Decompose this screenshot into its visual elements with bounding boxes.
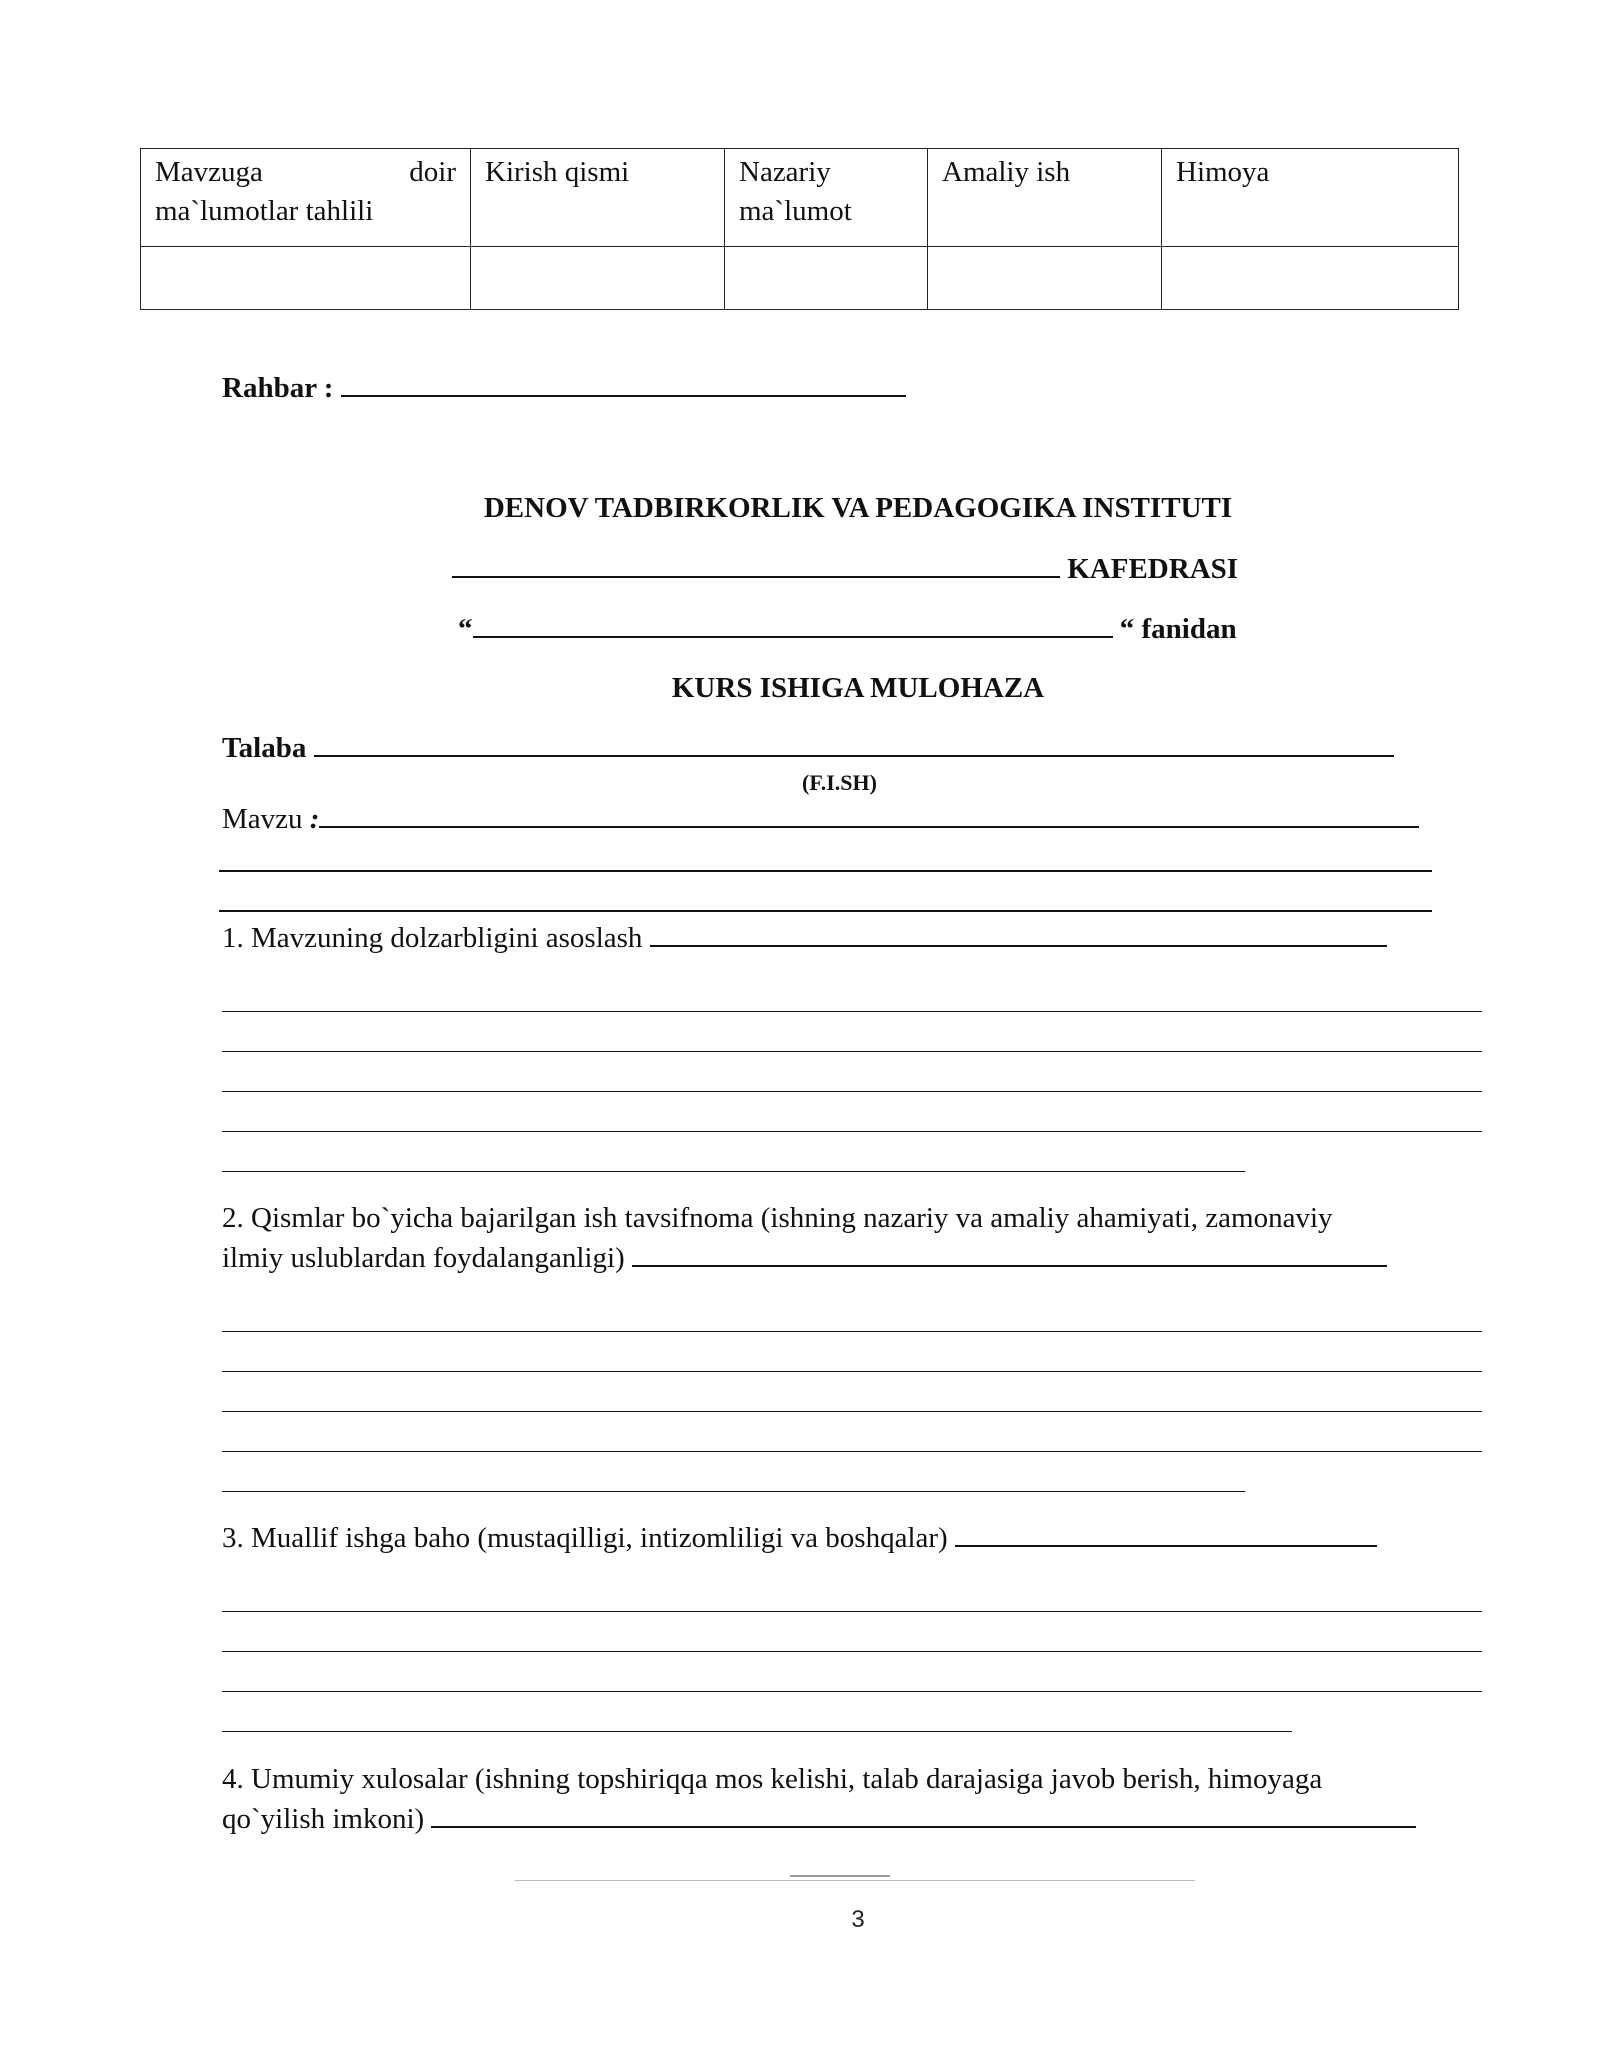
section-2-heading-line1: 2. Qismlar bo`yicha bajarilgan ish tavsifnoma (ishning nazariy va amaliy ahamiyati, zamonaviy — [222, 1202, 1333, 1234]
section-1-field[interactable] — [650, 923, 1387, 947]
mavzu-continuation-line[interactable] — [219, 870, 1432, 872]
mavzu-colon: : — [309, 803, 320, 835]
fan-open-quote: “ — [458, 613, 473, 645]
cell-text: ma`lumot — [739, 195, 852, 227]
cell-text: doir — [409, 156, 456, 188]
section-2-label: ilmiy uslublardan foydalanganligi) — [222, 1242, 625, 1274]
kafedra-label: KAFEDRASI — [1067, 553, 1239, 585]
grade-table — [140, 148, 1459, 310]
mavzu-continuation-line[interactable] — [219, 910, 1432, 912]
section-3-heading — [222, 1522, 1377, 1555]
answer-line[interactable] — [222, 1091, 1482, 1092]
rahbar-signature-field[interactable] — [341, 373, 906, 397]
section-4-label: qo`yilish imkoni) — [222, 1803, 425, 1835]
cell-text: Kirish qismi — [485, 156, 630, 188]
answer-line[interactable] — [222, 1651, 1482, 1652]
table-row — [141, 247, 1459, 310]
kafedra-field[interactable] — [452, 552, 1060, 578]
rahbar-label: Rahbar : — [222, 372, 334, 404]
table-header-cell — [928, 149, 1162, 247]
cell-text: Amaliy ish — [942, 156, 1071, 188]
answer-line[interactable] — [222, 1411, 1482, 1412]
section-3-field[interactable] — [955, 1523, 1377, 1547]
answer-line[interactable] — [222, 1451, 1482, 1452]
cell-text: Mavzuga — [155, 156, 263, 188]
grade-input-cell[interactable] — [1162, 247, 1459, 310]
fish-caption: (F.I.SH) — [802, 770, 877, 795]
fan-line — [458, 612, 1237, 646]
answer-line[interactable] — [222, 1731, 1292, 1732]
table-header-cell — [471, 149, 725, 247]
section-2-field[interactable] — [632, 1243, 1387, 1267]
answer-line[interactable] — [222, 1051, 1482, 1052]
section-4-heading-line1: 4. Umumiy xulosalar (ishning topshiriqqa mos kelishi, talab darajasiga javob berish, himoyaga — [222, 1763, 1323, 1795]
talaba-line — [222, 732, 1394, 765]
answer-line[interactable] — [222, 1491, 1245, 1492]
answer-line[interactable] — [222, 1171, 1245, 1172]
section-4-heading-line2 — [222, 1803, 1416, 1836]
section-4-field[interactable] — [431, 1804, 1416, 1828]
page-number: 3 — [851, 1906, 865, 1933]
answer-line[interactable] — [222, 1331, 1482, 1332]
cell-text: Himoya — [1176, 156, 1270, 188]
kafedra-line — [452, 552, 1238, 586]
table-header-cell — [141, 149, 471, 247]
institute-title: DENOV TADBIRKORLIK VA PEDAGOGIKA INSTITUTI — [483, 492, 1233, 524]
grade-input-cell[interactable] — [928, 247, 1162, 310]
table-header-cell — [725, 149, 928, 247]
cell-text: Nazariy — [739, 156, 831, 188]
mavzu-line — [222, 803, 1419, 836]
answer-line[interactable] — [222, 1131, 1482, 1132]
section-2-heading-line2 — [222, 1242, 1387, 1275]
talaba-label: Talaba — [222, 732, 307, 764]
answer-line[interactable] — [222, 1611, 1482, 1612]
grade-input-cell[interactable] — [725, 247, 928, 310]
fan-label: “ fanidan — [1119, 613, 1237, 645]
section-3-label: 3. Muallif ishga baho (mustaqilligi, intizomliligi va boshqalar) — [222, 1522, 948, 1554]
table-header-cell — [1162, 149, 1459, 247]
grade-input-cell[interactable] — [141, 247, 471, 310]
mavzu-field[interactable] — [319, 804, 1419, 828]
section-1-heading — [222, 922, 1387, 955]
footer-separator-mark — [790, 1875, 890, 1877]
mavzu-label: Mavzu — [222, 803, 303, 835]
answer-line[interactable] — [222, 1691, 1482, 1692]
table-header-row — [141, 149, 1459, 247]
form-title: KURS ISHIGA MULOHAZA — [671, 672, 1045, 704]
answer-line[interactable] — [222, 1011, 1482, 1012]
talaba-name-field[interactable] — [314, 733, 1394, 757]
rahbar-line — [222, 372, 906, 405]
section-1-label: 1. Mavzuning dolzarbligini asoslash — [222, 922, 643, 954]
cell-text: ma`lumotlar tahlili — [155, 195, 374, 227]
fan-field[interactable] — [473, 612, 1113, 638]
footer-separator — [515, 1880, 1195, 1881]
answer-line[interactable] — [222, 1371, 1482, 1372]
grade-input-cell[interactable] — [471, 247, 725, 310]
